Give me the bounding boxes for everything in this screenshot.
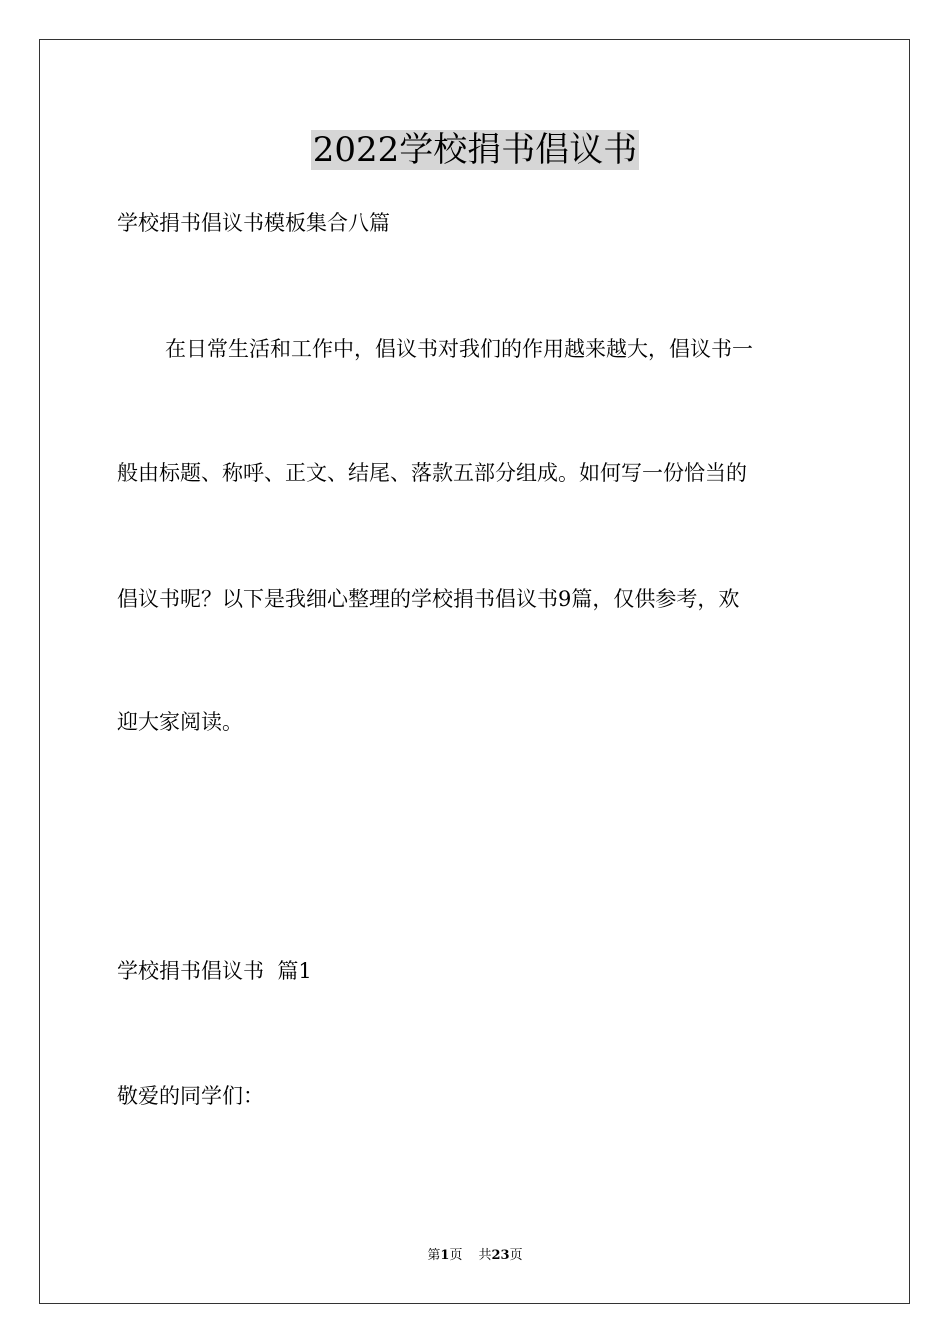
salutation: 敬爱的同学们：: [117, 1084, 264, 1108]
intro-line-1: 在日常生活和工作中，倡议书对我们的作用越来越大，倡议书一: [165, 337, 753, 361]
intro-line-4: 迎大家阅读。: [117, 710, 243, 734]
page-number: 1: [440, 1248, 450, 1263]
intro-line-3: 倡议书呢？以下是我细心整理的学校捐书倡议书9篇，仅供参考，欢: [117, 587, 740, 611]
page-suffix: 页: [449, 1248, 463, 1263]
total-pages: 23: [491, 1248, 510, 1263]
document-title: [0, 128, 950, 172]
total-prefix: 共: [478, 1248, 492, 1263]
document-title-text: 2022学校捐书倡议书: [312, 130, 638, 170]
total-suffix: 页: [509, 1248, 523, 1263]
page-footer: [0, 1247, 950, 1265]
section-heading: 学校捐书倡议书 篇1: [117, 959, 312, 983]
page-prefix: 第: [427, 1248, 441, 1263]
intro-line-2: 般由标题、称呼、正文、结尾、落款五部分组成。如何写一份恰当的: [117, 461, 747, 485]
document-subtitle: 学校捐书倡议书模板集合八篇: [117, 211, 390, 235]
